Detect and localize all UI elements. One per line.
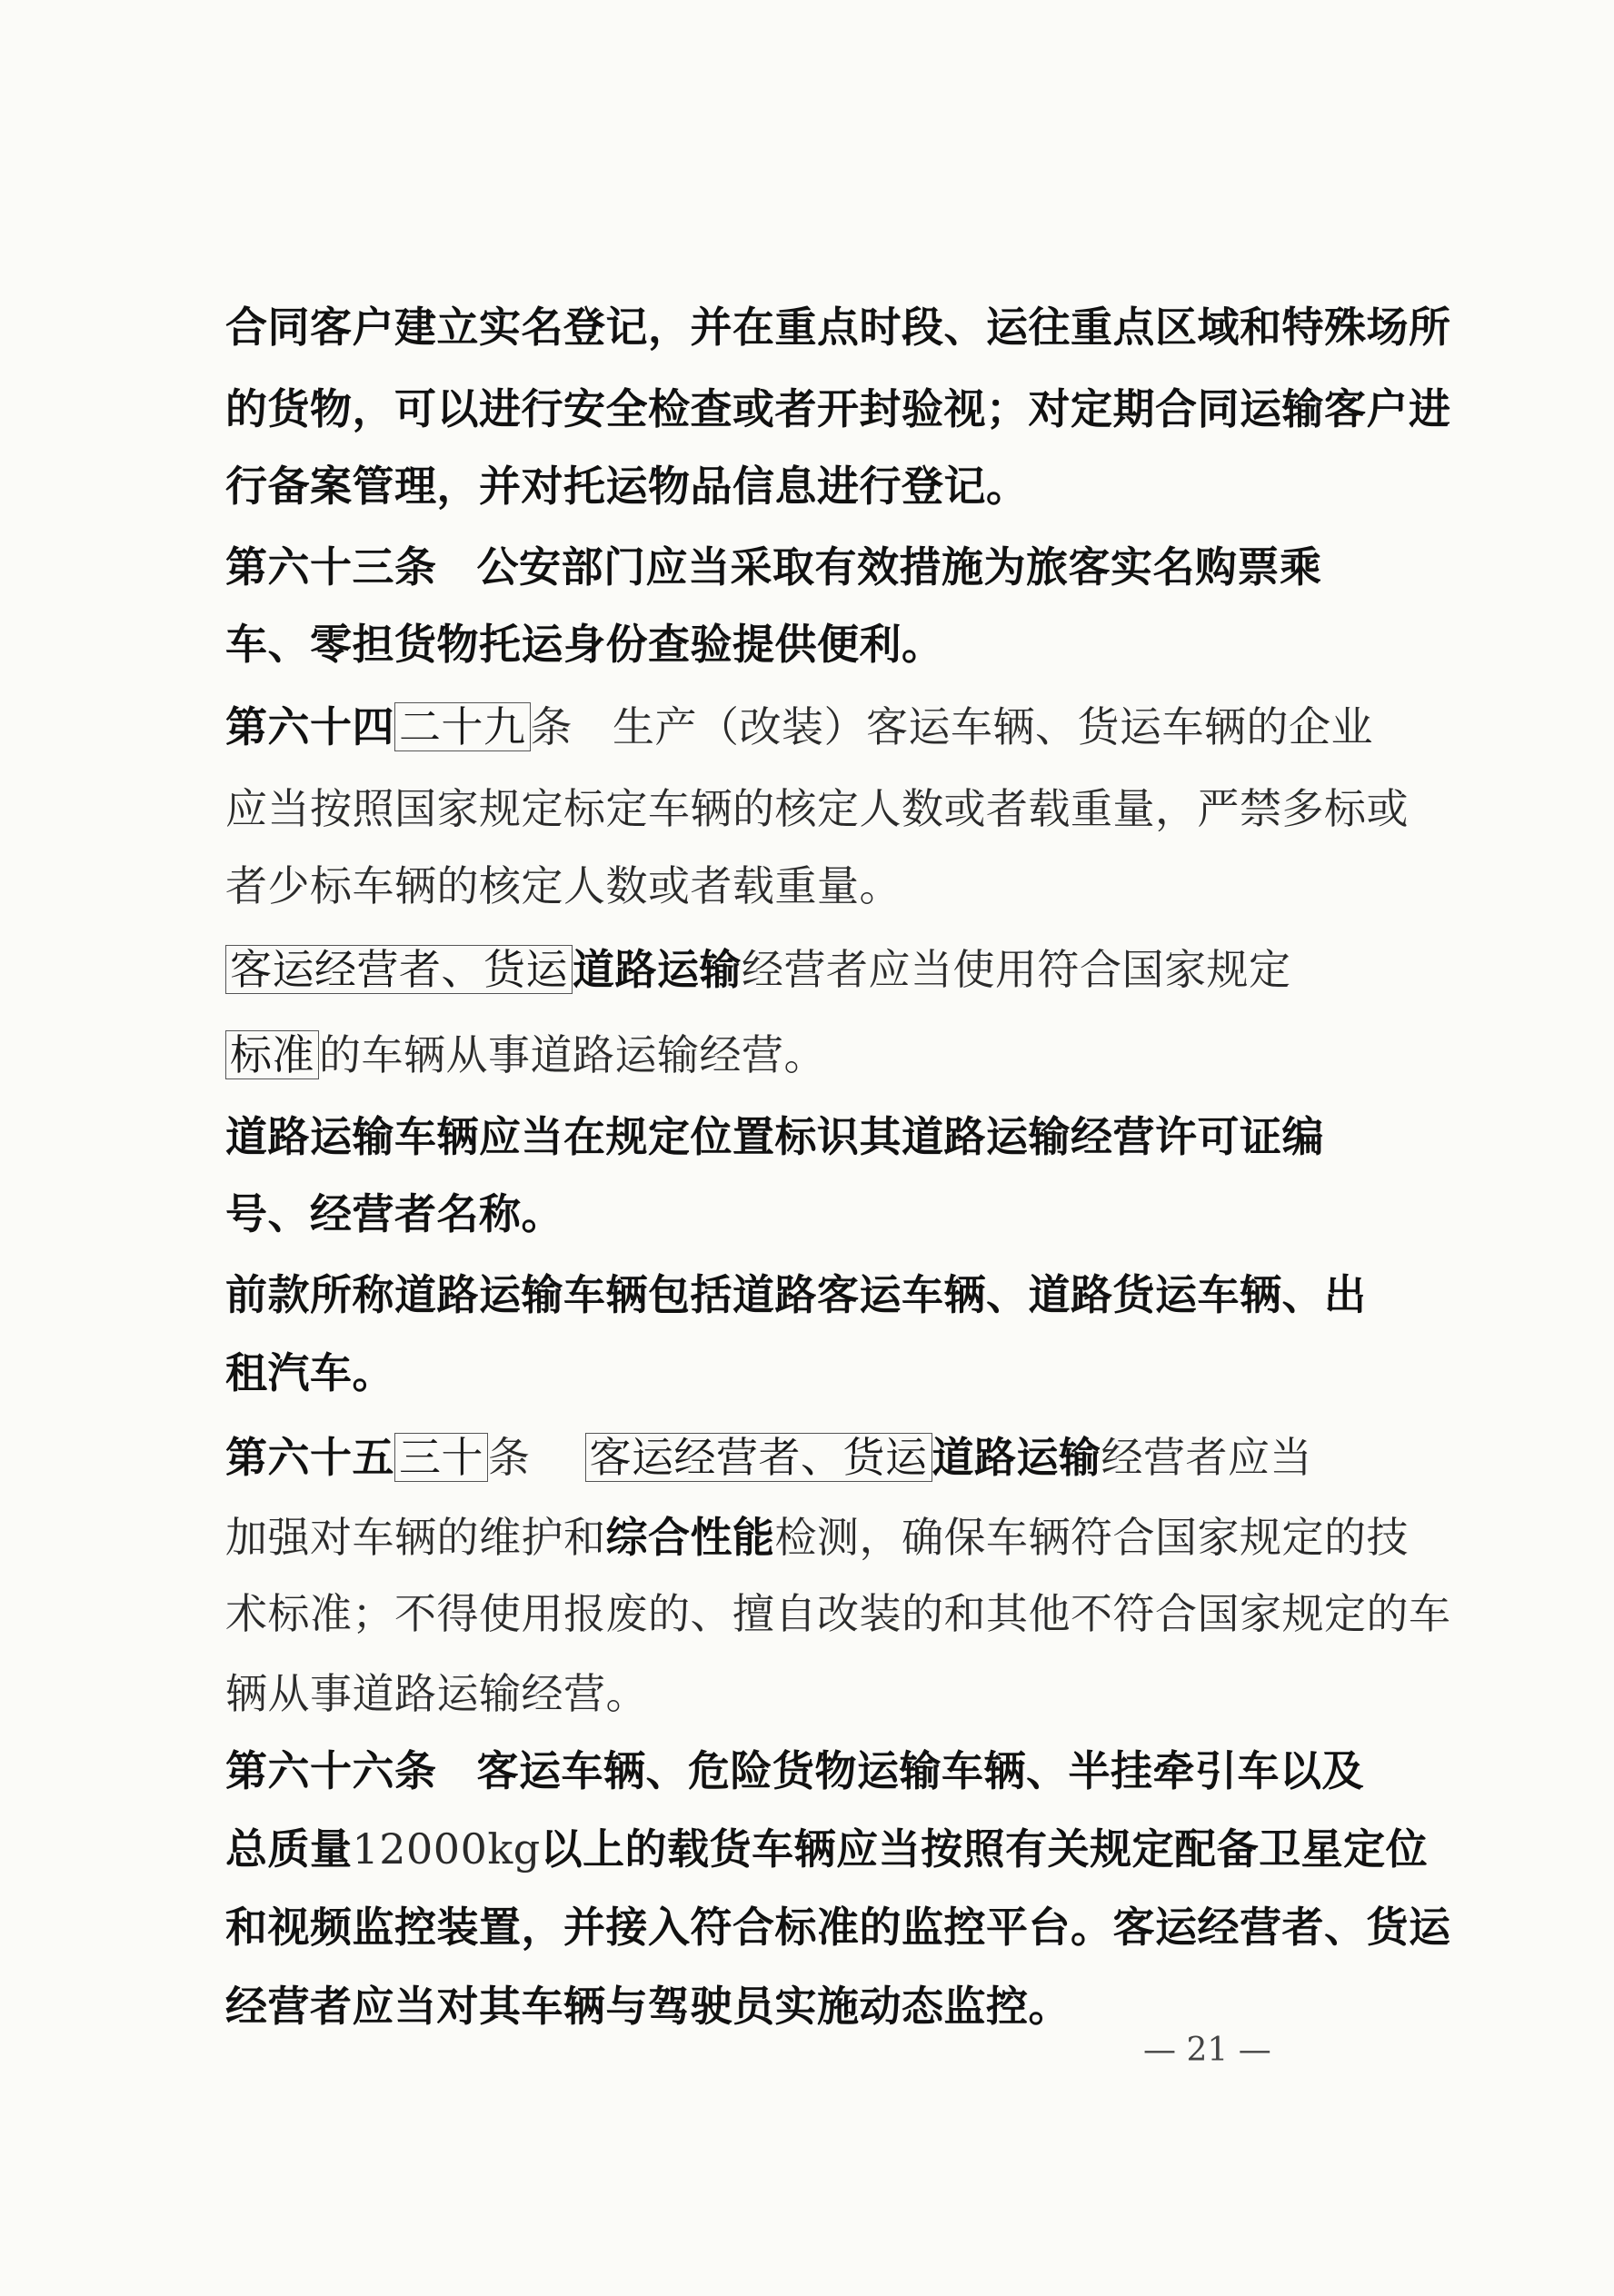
plain-text: 术标准；不得使用报废的、擅自改装的和其他不符合国家规定的车 — [225, 1589, 1451, 1638]
bold-text: 经营者应当对其车辆与驾驶员实施动态监控。 — [225, 1982, 1071, 2031]
bold-text: 合同客户建立实名登记，并在重点时段、运往重点区域和特殊场所 — [225, 303, 1451, 352]
text-line — [225, 1668, 1343, 1719]
bold-text: 道路运输车辆应当在规定位置标识其道路运输经营许可证编 — [225, 1112, 1324, 1161]
article-66-heading-line — [225, 1745, 1364, 1796]
plain-text: 经营者应当 — [1101, 1433, 1312, 1482]
bold-text: 行备案管理，并对托运物品信息进行登记。 — [225, 462, 1029, 511]
text-line — [225, 1588, 1451, 1639]
plain-text: 的车辆从事道路运输经营。 — [319, 1030, 826, 1079]
text-line — [225, 783, 1409, 834]
bold-text: 客运车辆、危险货物运输车辆、半挂牵引车以及 — [476, 1746, 1364, 1795]
text-line — [225, 619, 1343, 670]
bold-text: 公安部门应当采取有效措施为旅客实名购票乘 — [476, 542, 1322, 591]
boxed-text: 二十九 — [394, 702, 531, 751]
text-line — [225, 860, 1343, 911]
article-63-heading-line — [225, 542, 1343, 592]
bold-text: 第六十四 — [225, 702, 394, 751]
plain-text: 辆从事道路运输经营。 — [225, 1669, 648, 1718]
text-line — [225, 1269, 1367, 1320]
boxed-text: 三十 — [394, 1433, 488, 1482]
page-number: — 21 — — [1143, 2032, 1271, 2069]
boxed-text: 标准 — [225, 1030, 319, 1079]
text-line — [225, 1029, 1343, 1080]
bold-text: 前款所称道路运输车辆包括道路客运车辆、道路货运车辆、出 — [225, 1270, 1367, 1319]
bold-text: 道路运输 — [932, 1433, 1101, 1482]
bold-text: 总质量 — [225, 1824, 353, 1874]
bold-text: 第六十五 — [225, 1433, 394, 1482]
bold-text: 的货物，可以进行安全检查或者开封验视；对定期合同运输客户进 — [225, 384, 1451, 433]
text-line — [225, 1824, 1429, 1874]
bold-text: 综合性能 — [605, 1513, 775, 1562]
boxed-text: 客运经营者、货运 — [225, 945, 573, 994]
text-line — [225, 944, 1343, 995]
plain-text: 检测，确保车辆符合国家规定的技 — [774, 1513, 1409, 1562]
plain-text: 条 — [488, 1433, 531, 1482]
bold-text: 和视频监控装置，并接入符合标准的监控平台。客运经营者、货运 — [225, 1903, 1451, 1952]
text-line — [225, 1512, 1409, 1563]
text-line — [225, 383, 1451, 434]
article-65-heading-line — [225, 1432, 1343, 1483]
text-line — [225, 461, 1343, 512]
plain-text: 者少标车辆的核定人数或者载重量。 — [225, 861, 902, 910]
article-64-heading-line — [225, 701, 1373, 752]
bold-text: 第六十六条 — [225, 1746, 437, 1795]
text-line — [225, 1902, 1451, 1953]
bold-text: 以上的载货车辆应当按照有关规定配备卫星定位 — [540, 1824, 1429, 1874]
plain-text: 经营者应当使用符合国家规定 — [742, 945, 1291, 994]
plain-text: 生产（改装）客运车辆、货运车辆的企业 — [613, 702, 1373, 751]
bold-text: 第六十三条 — [225, 542, 437, 591]
bold-text: 道路运输 — [573, 945, 742, 994]
text-line — [225, 1111, 1343, 1162]
text-line — [225, 1188, 1343, 1239]
text-line — [225, 302, 1451, 353]
bold-text: 租汽车。 — [225, 1348, 394, 1397]
text-line — [225, 1981, 1343, 2032]
text-line — [225, 1347, 1343, 1398]
plain-text: 加强对车辆的维护和 — [225, 1513, 606, 1562]
boxed-text: 客运经营者、货运 — [585, 1433, 932, 1482]
plain-text: 12000kg — [352, 1824, 541, 1874]
plain-text: 应当按照国家规定标定车辆的核定人数或者载重量，严禁多标或 — [225, 784, 1409, 833]
bold-text: 号、经营者名称。 — [225, 1189, 563, 1238]
bold-text: 车、零担货物托运身份查验提供便利。 — [225, 620, 944, 669]
plain-text: 条 — [530, 702, 573, 751]
